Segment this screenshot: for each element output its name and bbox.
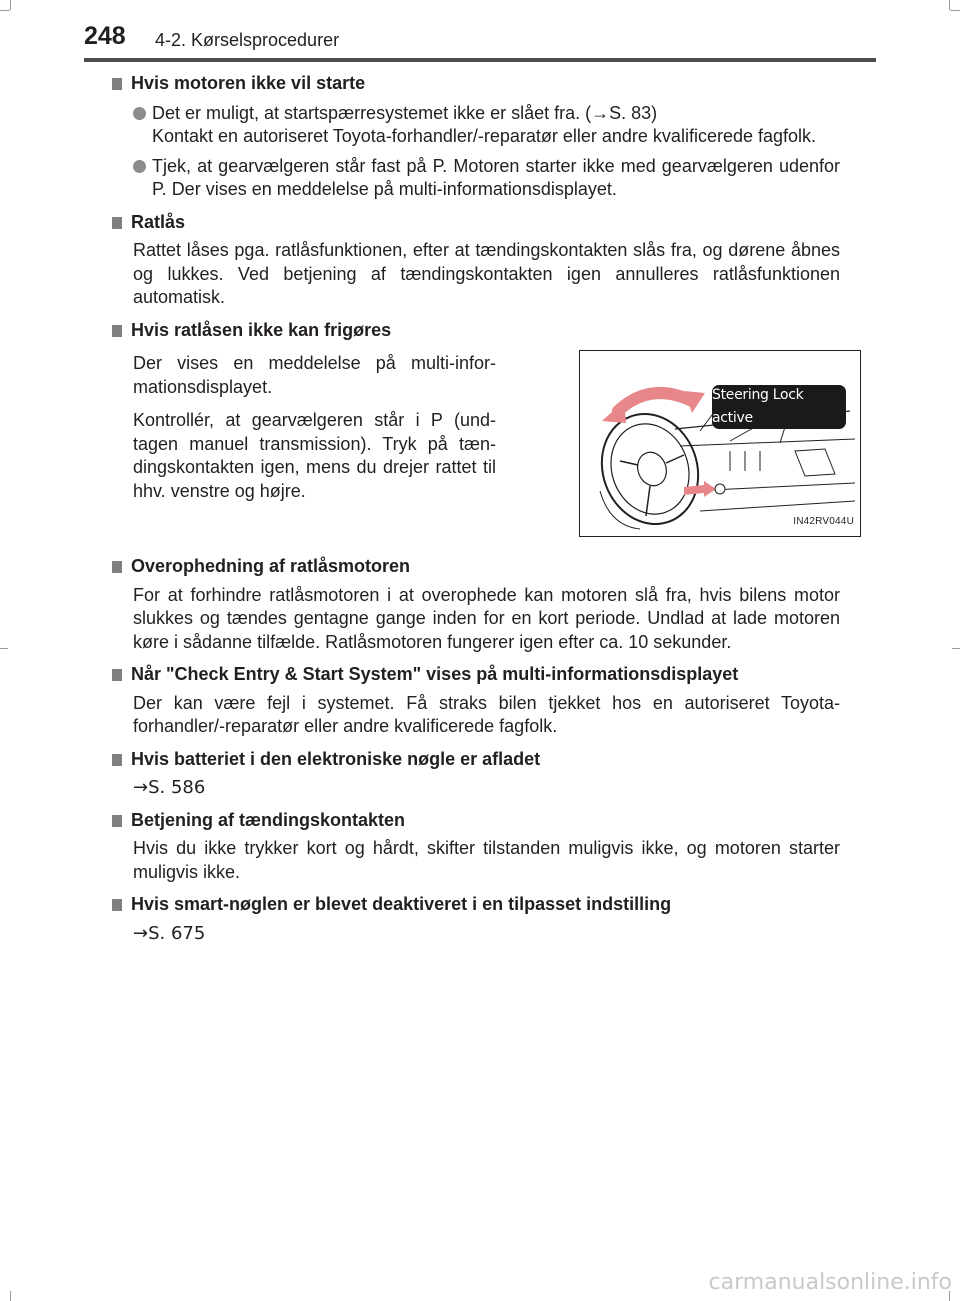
bullet-text: Tjek, at gearvælgeren står fast på P. Motoren starter ikke med gearvælgeren udenfor P. Der vises en meddelelse på multi-informationsdisplayet. [152,155,840,199]
square-bullet-icon [112,899,122,911]
square-bullet-icon [112,325,122,337]
crop-mark [952,648,960,649]
section-steering-lock-release [112,319,854,538]
section-steering-lock [112,211,840,310]
square-bullet-icon [112,217,122,229]
crop-mark [10,1291,11,1301]
section-smart-key-deactivated [112,893,840,945]
crop-mark [0,10,10,11]
square-bullet-icon [112,754,122,766]
display-message: Steering Lock active [712,385,846,429]
square-bullet-icon [112,78,122,90]
circle-bullet-icon [133,107,146,120]
crop-mark [950,10,960,11]
section-key-battery [112,748,840,800]
page-reference: →S. 586 [133,777,206,798]
section-title: Overophedning af ratlåsmotoren [112,555,840,579]
crop-mark [0,648,8,649]
section-text: Der vises en meddelelse på multi-informationsdisplayet. [133,353,496,397]
section-text: Hvis du ikke trykker kort og hårdt, skifter tilstanden muligvis ikke, og motoren starter muligvis ikke. [133,838,840,882]
steering-lock-figure [579,350,861,537]
section-text: Kontrollér, at gearvælgeren står i P (undtagen manuel transmission). Tryk på tændingskontakten igen, mens du drejer rattet til hhv. venstre og højre. [133,410,496,501]
square-bullet-icon [112,669,122,681]
watermark: carmanualsonline.info [708,1270,952,1295]
section-title: Hvis batteriet i den elektroniske nøgle er afladet [112,748,840,772]
section-title: Når "Check Entry & Start System" vises på multi-informationsdisplayet [112,663,840,687]
page-number: 248 [84,22,126,50]
page-content [112,72,854,954]
section-lock-motor-overheat [112,555,840,654]
text-with-figure [112,350,854,537]
page-reference: →S. 675 [133,922,206,944]
crop-mark [10,0,11,10]
bullet-text: Det er muligt, at startspærresystemet ikke er slået fra. (→S. 83) [152,102,658,123]
circle-bullet-icon [133,160,146,173]
section-title: Hvis smart-nøglen er blevet deaktiveret i en tilpasset indstilling [112,893,840,917]
section-title: Betjening af tændingskontakten [112,809,840,833]
section-text: For at forhindre ratlåsmotoren i at overophede kan motoren slå fra, hvis bilens motor slukkes og tændes gentagne gange inden for en kort periode. Undlad at lade motoren køre i sådanne tilfælde. Ratlåsmotoren fungerer igen efter ca. 10 sekunder. [133,584,840,652]
bullet-item [133,155,840,202]
crop-mark [949,0,950,10]
section-title: Ratlås [112,211,840,235]
bullet-text: Kontakt en autoriseret Toyota-forhandler/-reparatør eller andre kvalificerede fagfolk. [152,126,817,146]
section-title: Hvis motoren ikke vil starte [112,72,840,96]
bullet-item [133,102,840,149]
section-text: Rattet låses pga. ratlåsfunktionen, efter at tændingskontakten slås fra, og dørene åbnes og lukkes. Ved betjening af tændingskontakten igen annulleres ratlåsfunktionen automatisk. [133,240,840,307]
square-bullet-icon [112,561,122,573]
instruction-text [112,350,496,537]
section-title: Hvis ratlåsen ikke kan frigøres [112,319,840,343]
section-check-entry-start [112,663,840,739]
figure-code: IN42RV044U [793,515,854,527]
square-bullet-icon [112,815,122,827]
header-rule [84,58,876,62]
section-engine-not-starting [112,72,840,202]
section-text: Der kan være fejl i systemet. Få straks bilen tjekket hos en autoriseret Toyota-forhandler/-reparatør eller andre kvalificerede fagfolk. [133,692,840,736]
section-ignition-operation [112,809,840,885]
steering-wheel-illustration [580,351,860,536]
chapter-title: 4-2. Kørselsprocedurer [155,30,340,50]
